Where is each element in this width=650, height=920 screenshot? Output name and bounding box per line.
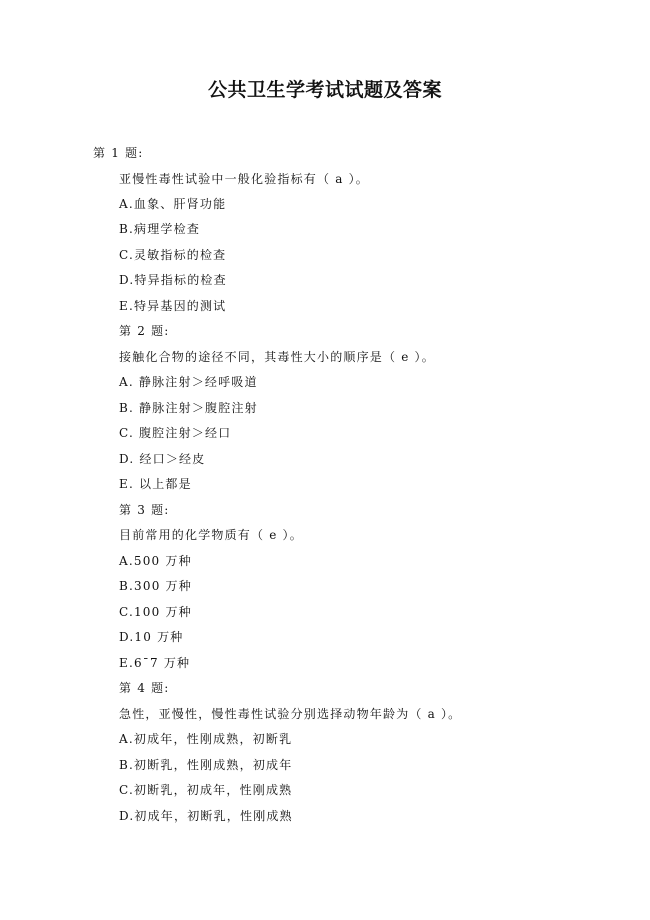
document-title: 公共卫生学考试试题及答案 <box>207 79 442 101</box>
question-2-option-b: B. 静脉注射＞腹腔注射 <box>119 401 258 415</box>
question-3-option-c: C.100 万种 <box>119 605 192 619</box>
question-1-option-e: E.特异基因的测试 <box>119 299 227 313</box>
question-2-option-a: A. 静脉注射＞经呼吸道 <box>119 375 258 389</box>
question-1-option-d: D.特异指标的检查 <box>119 273 227 287</box>
question-2-stem: 接触化合物的途径不同，其毒性大小的顺序是（ e ）。 <box>119 350 435 364</box>
question-1-option-c: C.灵敏指标的检查 <box>119 248 227 262</box>
question-4-heading: 第 4 题: <box>119 681 170 695</box>
question-1-heading: 第 1 题: <box>93 146 144 160</box>
question-3-option-a: A.500 万种 <box>119 554 192 568</box>
question-3-option-d: D.10 万种 <box>119 630 184 644</box>
question-3-option-e: E.6¯7 万种 <box>119 656 191 670</box>
question-2-heading: 第 2 题: <box>119 324 170 338</box>
question-4-stem: 急性，亚慢性，慢性毒性试验分别选择动物年龄为（ a ）。 <box>119 707 462 721</box>
question-1-stem: 亚慢性毒性试验中一般化验指标有（ a ）。 <box>119 172 369 186</box>
question-3-heading: 第 3 题: <box>119 503 170 517</box>
question-2-option-e: E. 以上都是 <box>119 477 192 491</box>
question-4-option-b: B.初断乳，性刚成熟，初成年 <box>119 758 293 772</box>
question-4-option-c: C.初断乳，初成年，性刚成熟 <box>119 783 293 797</box>
question-4-option-d: D.初成年，初断乳，性刚成熟 <box>119 809 293 823</box>
question-1-option-b: B.病理学检查 <box>119 222 201 236</box>
question-3-option-b: B.300 万种 <box>119 579 192 593</box>
question-2-option-c: C. 腹腔注射＞经口 <box>119 426 232 440</box>
question-3-stem: 目前常用的化学物质有（ e ）。 <box>119 528 303 542</box>
question-4-option-a: A.初成年，性刚成熟，初断乳 <box>119 732 293 746</box>
question-2-option-d: D. 经口＞经皮 <box>119 452 206 466</box>
question-1-option-a: A.血象、肝肾功能 <box>119 197 227 211</box>
